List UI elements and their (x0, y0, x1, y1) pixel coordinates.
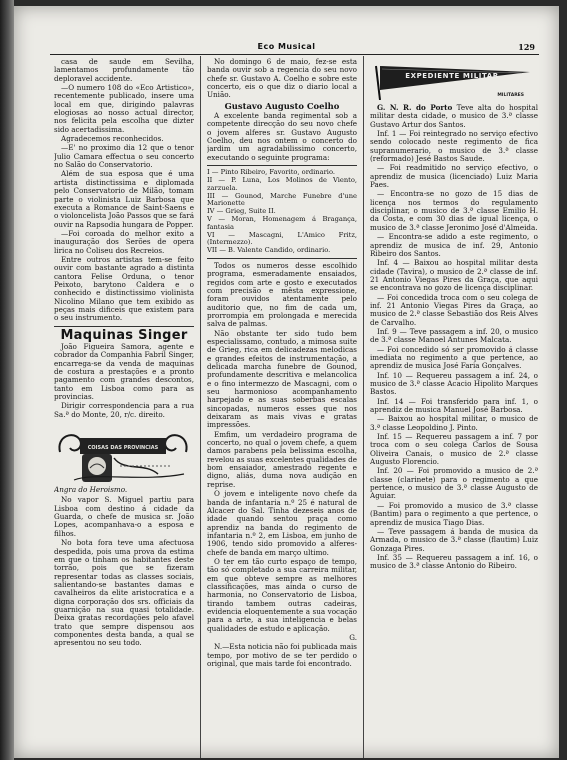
paragraph: —E' no proximo dia 12 que o tenor Julio Camara effectua o seu concerto no Salão do Conservatorio. (54, 143, 194, 170)
paragraph: — Encontra-se adido a este regimento, o aprendiz de musica de inf. 29, Antonio Ribeiro dos Santos. (370, 232, 538, 258)
paragraph: Entre outros artistas tem-se feito ouvir com bastante agrado a distinta cantora Felise Orduna, o tenor Peixoto, barytono Caldera e o conhecido e distinctissimo violinista Nicolino Milano que tem exibido as peças mais dificeis que existem para o seu instrumento. (54, 254, 194, 323)
paragraph: — Foi concedido só ser promovido á classe imediata no regimento a que pertence, ao aprendiz de musica José Faria Gonçalves. (370, 344, 538, 371)
paragraph: Inf. 20 — Foi promovido a musico de 2.ª classe (clarinete) para o regimento a que pertence, o musico de 3.ª classe Augusto de Aguiar. (370, 466, 538, 501)
column-2 (207, 58, 357, 758)
program-rule-bottom (207, 258, 357, 259)
illustration-label: COISAS DAS PROVINCIAS (87, 445, 159, 452)
banner-title: EXPEDIENTE MILITAR (405, 72, 499, 80)
scan-edge (0, 0, 14, 760)
program-item: IV — Grieg, Suite II. (207, 207, 276, 216)
paragraph: Teve alta do hospital militar desta cidade, o musico de 3.ª classe Gustavo Artur dos Santos. (370, 103, 538, 129)
paragraph: No bota fora teve uma afectuosa despedida, pois uma prova da estima em que o tinham os habitantes deste torrão, pois que se fizeram representar todas as classes sociais, salientando-se bastantes damas e cavalheiros da elite aristocratica e a digna corporação dos srs. officiais da guarnição na sua quasi totalidade. Deixa gratas recordações pelo afavel trato que sempre dispensou aos componentes desta banda, a qual se apresentou no seu todo. (54, 538, 194, 648)
paragraph: Todos os numeros desse escolhido programa, esmeradamente ensaiados, regidos com arte e gosto e executados com precisão e mêsta expressione, foram ouvidos atentamente pelo auditorio que, no fim de cada um, prorrompia em prolongada e merecida salva de palmas. (207, 260, 357, 329)
section-heading-singer: Maquinas Singer (60, 327, 188, 343)
program-item: VI — Mascagni, L'Amico Fritz, (Intermezzo). (207, 230, 357, 247)
paragraph: Emfim, um verdadeiro programa de concerto, no qual o jovem chefe, a quem damos parabens pela belissima escolha, revelou as suas excelentes qualidades de bom ensaiador, amestrado regente e digno, aliás, duma nova audição en reprise. (207, 429, 357, 489)
article-heading: Gustavo Augusto Coelho (224, 100, 340, 111)
banner-subtitle: MILITARES (497, 92, 524, 98)
program-item: V — Moran, Homenagem á Bragança, fantasia (207, 214, 357, 231)
paragraph: Agradecemos reconhecidos. (61, 134, 164, 144)
program-item: III — Gounod, Marche Funebre d'une Marionette (207, 191, 357, 208)
page-number: 129 (518, 42, 535, 52)
paragraph: Inf. 14 — Foi transferido para inf. 1, o aprendiz de musica Manuel José Barbosa. (370, 396, 538, 415)
paragraph: No domingo 6 de maio, fez-se esta banda ouvir sob a regencia do seu novo chefe sr. Gustavo A. Coelho e sobre este concerto, eis o que diz o diario local a União. (207, 58, 357, 100)
section-rule (54, 326, 194, 327)
paragraph: — Encontra-se no gozo de 15 dias de licença nos termos do regulamento disciplinar, o musico de 3.ª classe Emilio H. da Costa, e com 30 dias de igual licença, o musico de 3.ª classe Jeronimo José d'Almeida. (370, 189, 538, 232)
paragraph: A excelente banda regimental sob a competente direcção do seu novo chefe o jovem alferes sr. Gustavo Augusto Coelho, deu nos ontem o concerto do jardim um agradabilissimo concerto, executando o seguinte programa: (207, 111, 357, 162)
paragraph: Inf. 35 — Requereu passagem a inf. 16, o musico de 3.ª classe Antonio do Ribeiro. (370, 552, 538, 571)
program-item: I — Pinto Ribeiro, Favorito, ordinario. (207, 168, 335, 177)
paragraph: — Baixou ao hospital militar, o musico de 3.ª classe Leopoldino J. Pinto. (370, 414, 538, 432)
paragraph: Não obstante ter sido tudo bem especialissamo, contudo, a mimosa suite de Grieg, rica em delicadezas melodicas e grandes efeitos de instrumentação, a delicada marcha funebre de Gounod, profundamente descritiva e melancolica e o fino intermezzo de Mascagni, com o seu harmonioso acompanhamento harpejado e as suas soberbas escalas sincopadas, numeros esses que nos deixaram as mais vivas e gratas impressões. (207, 328, 357, 430)
header-rule (50, 54, 539, 55)
program-item: II — P. Luna, Los Molinos de Viento, zarzuela. (207, 175, 357, 192)
column-divider-2 (363, 56, 364, 758)
program-item: VII — B. Valente Candido, ordinario. (207, 246, 331, 255)
paragraph: N.—Esta noticia não foi publicada mais tempo, por motivo de se ter perdido o original, que mais tarde foi encontrado. (207, 642, 357, 669)
paragraph: Inf. 4 — Baixou ao hospital militar desta cidade (Tavira), o musico de 2.ª classe de inf. 21 Antonio Viegas Pires da Graça, que aqui se encontrava no gozo de licença disciplinar. (370, 258, 538, 293)
paragraph: — Foi promovido a musico de 3.ª classe (Bantim) para o regimento a que pertence, o aprendiz de musica Tiago Dias. (370, 500, 538, 527)
program-rule-top (207, 165, 357, 166)
paragraph: João Figueira Samora, agente e cobrador da Companhia Fabril Singer, encarrega-se da venda de maquinas de costura a prestações e a pronto pagamento com grandes descontos, tanto em Lisboa como para as provincias. (54, 342, 194, 402)
scroll-ornament-icon (54, 422, 192, 484)
paragraph: — Foi readmitido no serviço efectivo, o aprendiz de musica (licenciado) Luiz Maria Paes. (370, 163, 538, 190)
signature: G. (349, 633, 357, 643)
column-1 (54, 58, 194, 758)
paragraph: Inf. 10 — Requereu passagem a inf. 24, o musico de 3.ª classe Acacio Hipolito Marques Bastos. (370, 370, 538, 397)
page-header-title: Eco Musical (257, 42, 316, 51)
paragraph: Inf. 1 — Foi reintegrado no serviço efectivo sendo colocado neste regimento de fica supranumerario, o musico de 3.ª classe (reformado) Jesé Bastos Saude. (370, 129, 538, 164)
paragraph: Além de sua esposa que é uma artista distinctissima e diplomada pelo Conservatorio de Milão, tomam parte o violinista Luiz Barbosa que executa a Romance de Saint-Saens e o violoncelista João Passos que se fará ouvir na Rapsodia hungara de Popper. (54, 169, 194, 229)
paragraph: O ter em tão curto espaço de tempo, tão só completado a sua carreira militar, em que obteve sempre as melhores classificações, mas ainda o curso de harmonia, no Conservatorio de Lisboa, tirando tambem outras cadeiras, evidencia eloquentemente a sua vocação para a arte, a sua inteligencia e belas qualidades de estudo e aplicação. (207, 556, 357, 633)
paragraph: casa de saude em Sevilha, lamentamos profundamente tão deploravel accidente. (54, 58, 194, 83)
section-banner (372, 60, 534, 100)
paragraph: Dirigir correspondencia para a rua Sa.ª do Monte, 20, r/c. direito. (54, 401, 194, 419)
paragraph: No vapor S. Miguel partiu para Lisboa com destino á cidade da Guarda, o chefe de musica sr. João Lopes, acompanhava-o a esposa e filhos. (54, 495, 194, 538)
paragraph: Inf. 15 — Requereu passagem a inf. 7 por troca com o seu colega Carlos de Sousa Oliveira Canais, o musico de 2.ª classe Augusto Florencio. (370, 432, 538, 467)
paragraph: Inf. 9 — Teve passagem a inf. 20, o musico de 3.ª classe Manoel Antunes Malcata. (370, 326, 538, 345)
paragraph: — Teve passagem á banda de musica da Armada, o musico de 3.ª classe (flautim) Luiz Gonzaga Pires. (370, 526, 538, 553)
paragraph: O jovem e inteligente novo chefe da banda de infantaria n.º 25 é natural de Alcacer do Sal. Tinha dezeseis anos de idade quando sentou praça como aprendiz na banda do regimento de infantaria n.º 2, em Lisboa, em junho de 1906, tendo sido promovido a alferes-chefe de banda em março ultimo. (207, 489, 357, 557)
column-3 (370, 58, 538, 758)
paragraph: —O numero 108 do «Eco Artistico», recentemente publicado, insere uma local em que, dirigindo palavras elogiosas ao nosso actual director, nos felicita pela escolha que dizter sido acertadissima. (54, 83, 194, 134)
illustration-caption: Angra do Heroismo. (54, 485, 128, 495)
unit-heading: G. N. R. do Porto (377, 103, 453, 112)
paragraph: —Foi coroada do melhor exito a inauguração dos Serões de opera lirica no Coliseu dos Recreios. (54, 228, 194, 255)
newspaper-page (14, 6, 559, 758)
paragraph: — Foi concedida troca com o seu colega de inf. 21 Antonio Viegas Pires da Graça, ao musico de 2.ª classe Sebastião dos Reis Alves de Carvalho. (370, 292, 538, 327)
decorative-illustration (54, 422, 192, 484)
column-divider-1 (200, 56, 201, 758)
